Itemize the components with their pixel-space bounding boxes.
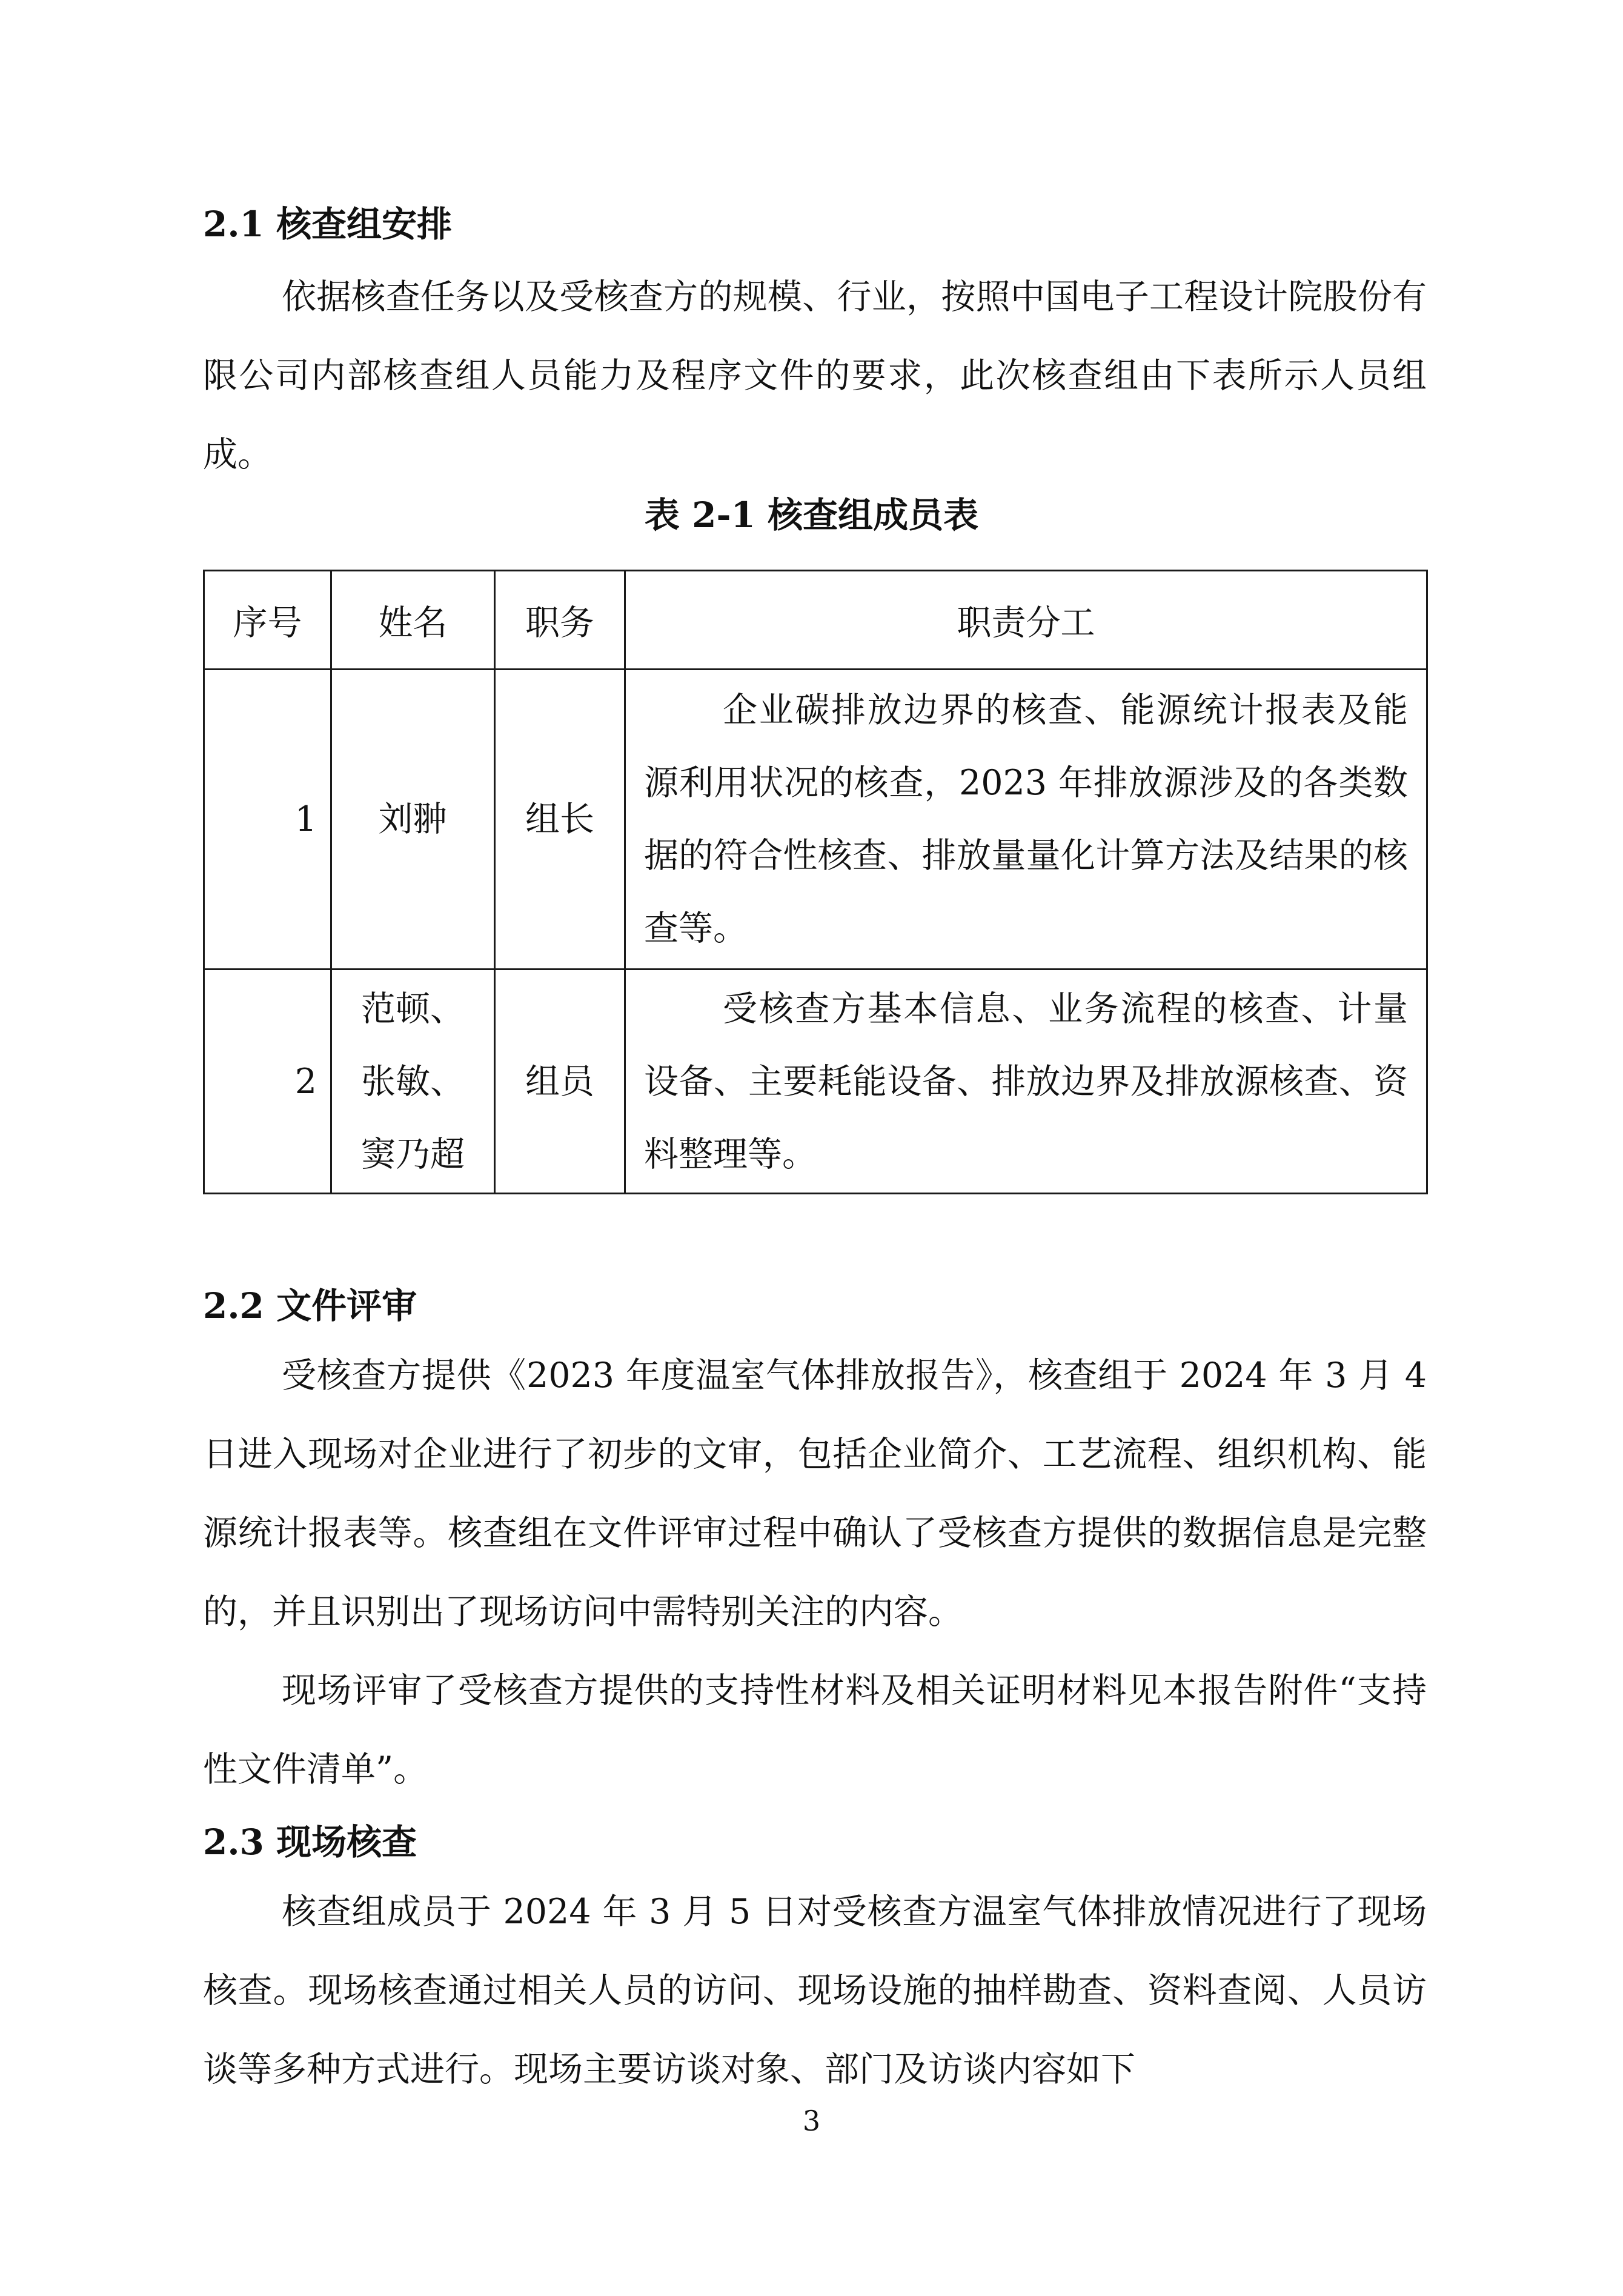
section-heading-2-2: 2.2 文件评审 — [203, 1285, 417, 1326]
section-2-1-paragraph: 依据核查任务以及受核查方的规模、行业，按照中国电子工程设计院股份有限公司内部核查组人员能力及程序文件的要求，此次核查组由下表所示人员组成。 — [203, 277, 1427, 474]
section-2-2-paragraph-1: 受核查方提供《2023 年度温室气体排放报告》，核查组于 2024 年 3 月 4 日进入现场对企业进行了初步的文审，包括企业简介、工艺流程、组织机构、能源统计报表等。核查组在文件评审过程中确认了受核查方提供的数据信息是完整的，并且识别出了现场访问中需特别关注的内容。 — [203, 1356, 1427, 1632]
row-number: 1 — [204, 670, 331, 970]
table-row — [204, 670, 1427, 970]
header-role: 职务 — [495, 571, 625, 670]
row-number: 2 — [204, 970, 331, 1194]
section-2-3-paragraph: 核查组成员于 2024 年 3 月 5 日对受核查方温室气体排放情况进行了现场核查。现场核查通过相关人员的访问、现场设施的抽样勘查、资料查阅、人员访谈等多种方式进行。现场主要访谈对象、部门及访谈内容如下 — [203, 1892, 1427, 2089]
header-no: 序号 — [204, 571, 331, 670]
section-heading-2-1: 2.1 核查组安排 — [203, 204, 453, 245]
member-duty: 受核查方基本信息、业务流程的核查、计量设备、主要耗能设备、排放边界及排放源核查、资料整理等。 — [625, 970, 1427, 1194]
member-name-line: 窦乃超 — [361, 1134, 465, 1174]
member-names — [331, 970, 495, 1194]
section-2-2-paragraph-2: 现场评审了受核查方提供的支持性材料及相关证明材料见本报告附件“支持性文件清单”。 — [203, 1671, 1427, 1789]
page-number: 3 — [802, 2105, 821, 2137]
section-heading-2-3: 2.3 现场核查 — [203, 1822, 417, 1863]
table-row — [204, 970, 1427, 1194]
member-duty: 企业碳排放边界的核查、能源统计报表及能源利用状况的核查，2023 年排放源涉及的各类数据的符合性核查、排放量量化计算方法及结果的核查等。 — [625, 670, 1427, 970]
member-name-line: 张敏、 — [361, 1061, 465, 1102]
table-caption: 表 2-1 核查组成员表 — [644, 494, 979, 536]
table-header-row — [204, 571, 1427, 670]
header-duty: 职责分工 — [625, 571, 1427, 670]
header-name: 姓名 — [331, 571, 495, 670]
member-name-line: 范顿、 — [361, 988, 465, 1029]
member-role: 组长 — [495, 670, 625, 970]
member-name: 刘翀 — [331, 670, 495, 970]
member-role: 组员 — [495, 970, 625, 1194]
team-members-table — [203, 570, 1428, 1194]
